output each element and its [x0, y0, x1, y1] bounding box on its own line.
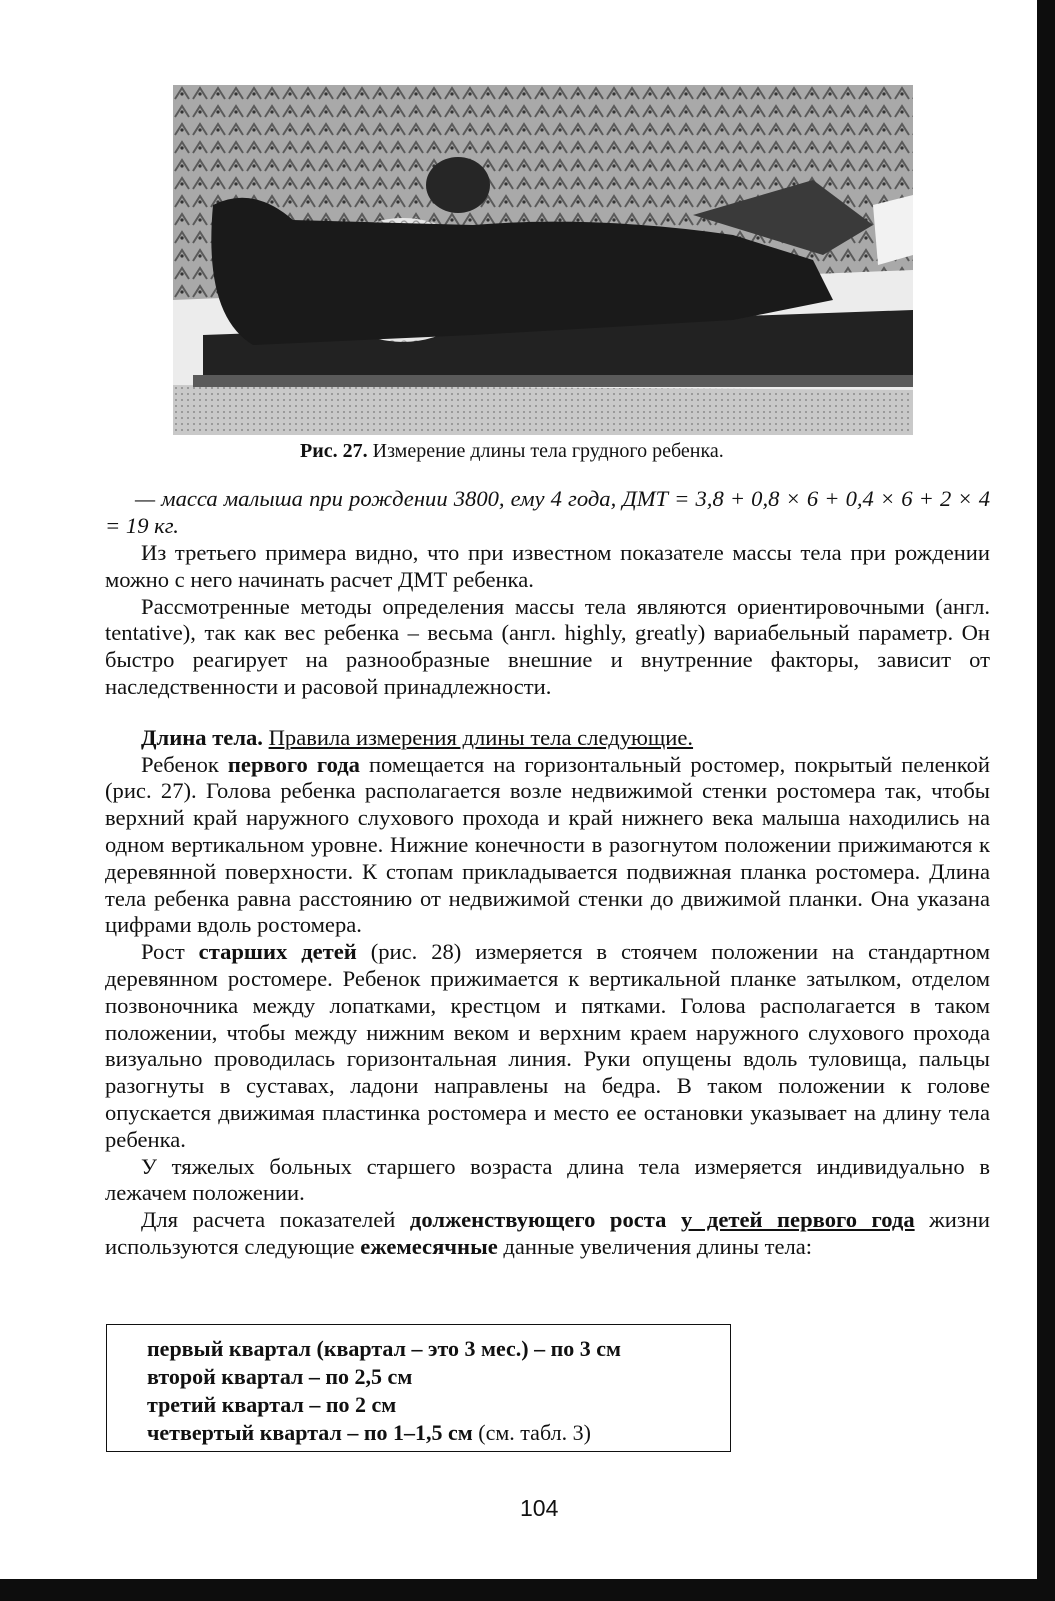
paragraph-4	[105, 939, 990, 1153]
quarter-growth-box	[106, 1324, 731, 1452]
quarter-4-rest: (см. табл. 3)	[472, 1420, 591, 1445]
paragraph-6-a: Для расчета показателей	[141, 1207, 410, 1233]
section-heading-rest: Правила измерения длины тела следующие.	[268, 724, 694, 750]
quarter-1	[147, 1335, 730, 1363]
scan-border-right	[1037, 0, 1055, 1601]
quarter-1-text: первый квартал (квартал – это 3 мес.) – по 3 см	[147, 1336, 622, 1361]
figure-photo	[173, 85, 913, 435]
figure-caption-text: Измерение длины тела грудного ребенка.	[372, 440, 724, 462]
formula-block	[105, 486, 990, 540]
quarter-4	[147, 1419, 730, 1447]
formula-text: — масса малыша при рождении 3800, ему 4 года, ДМТ = 3,8 + 0,8 × 6 + 0,4 × 6 + 2 × 4 = 19 кг.	[105, 486, 990, 538]
paragraph-1: Из третьего примера видно, что при известном показателе массы тела при рождении можно с него начинать расчет ДМТ ребенка.	[105, 540, 990, 592]
body-text	[105, 540, 990, 1261]
figure-label: Рис. 27.	[300, 440, 368, 462]
paragraph-3-a: Ребенок	[141, 751, 228, 777]
quarter-3	[147, 1391, 730, 1419]
quarter-2	[147, 1363, 730, 1391]
paragraph-4-a: Рост	[141, 939, 199, 965]
quarter-4-bold: четвертый квартал – по 1–1,5 см	[147, 1420, 473, 1445]
paragraph-6-bold-3: ежемесячные	[360, 1233, 498, 1259]
paragraph-2: Рассмотренные методы определения массы тела являются ориентировочными (англ. tentative), так как вес ребенка – весьма (англ. highly, greatly) вариабельный параметр. Он быстро реагирует на разнообразные внешние и внутренние факторы, зависит от наследственности и расовой принадлежности.	[105, 593, 990, 699]
paragraph-6	[105, 1207, 990, 1261]
paragraph-3-b: помещается на горизонтальный ростомер, покрытый пеленкой (рис. 27). Голова ребенка располагается возле недвижимой стенки ростомера так, чтобы верхний край наружного слухового прохода и край нижнего века малыша находились на одном вертикальном уровне. Нижние конечности в разогнутом положении прижимаются к деревянной поверхности. К стопам прикладывается подвижная планка ростомера. Длина тела ребенка равна расстоянию от недвижимой стенки до движимой планки. Она указана цифрами вдоль ростомера.	[105, 751, 990, 938]
paragraph-5: У тяжелых больных старшего возраста длина тела измеряется индивидуально в лежачем положении.	[105, 1153, 990, 1206]
paragraph-3	[105, 752, 990, 940]
paragraph-6-mid	[666, 1207, 681, 1232]
paragraph-6-bold-1: долженствующего роста	[409, 1207, 667, 1233]
section-heading	[105, 725, 990, 752]
paragraph-6-c: данные увеличения длины тела:	[497, 1233, 813, 1259]
paragraph-6-bold-2: у детей первого года	[681, 1207, 915, 1233]
quarter-2-text: второй квартал – по 2,5 см	[147, 1364, 413, 1389]
paragraph-3-bold: первого года	[227, 751, 360, 777]
quarter-3-text: третий квартал – по 2 см	[147, 1392, 397, 1417]
figure-caption	[300, 440, 860, 463]
paragraph-6-b: жизни используются следующие	[105, 1207, 990, 1259]
scan-border-bottom	[0, 1579, 1055, 1601]
paragraph-4-bold: старших детей	[198, 939, 357, 965]
page-number: 104	[520, 1495, 559, 1521]
infant-measurement-photo	[173, 85, 913, 435]
paragraph-4-b: (рис. 28) измеряется в стоячем положении на стандартном деревянном ростомере. Ребенок прижимается к вертикальной планке затылком, отделом позвоночника между лопатками, крестцом и пятками. Голова располагается в таком положении, чтобы между нижним веком и верхним краем наружного слухового прохода визуально проводилась горизонтальная линия. Руки опущены вдоль туловища, пальцы разогнуты в суставах, ладони направлены на бедра. В таком положении к голове опускается движимая пластинка ростомера и место ее остановки указывает на длину тела ребенка.	[105, 939, 990, 1152]
section-heading-bold: Длина тела.	[141, 724, 263, 750]
